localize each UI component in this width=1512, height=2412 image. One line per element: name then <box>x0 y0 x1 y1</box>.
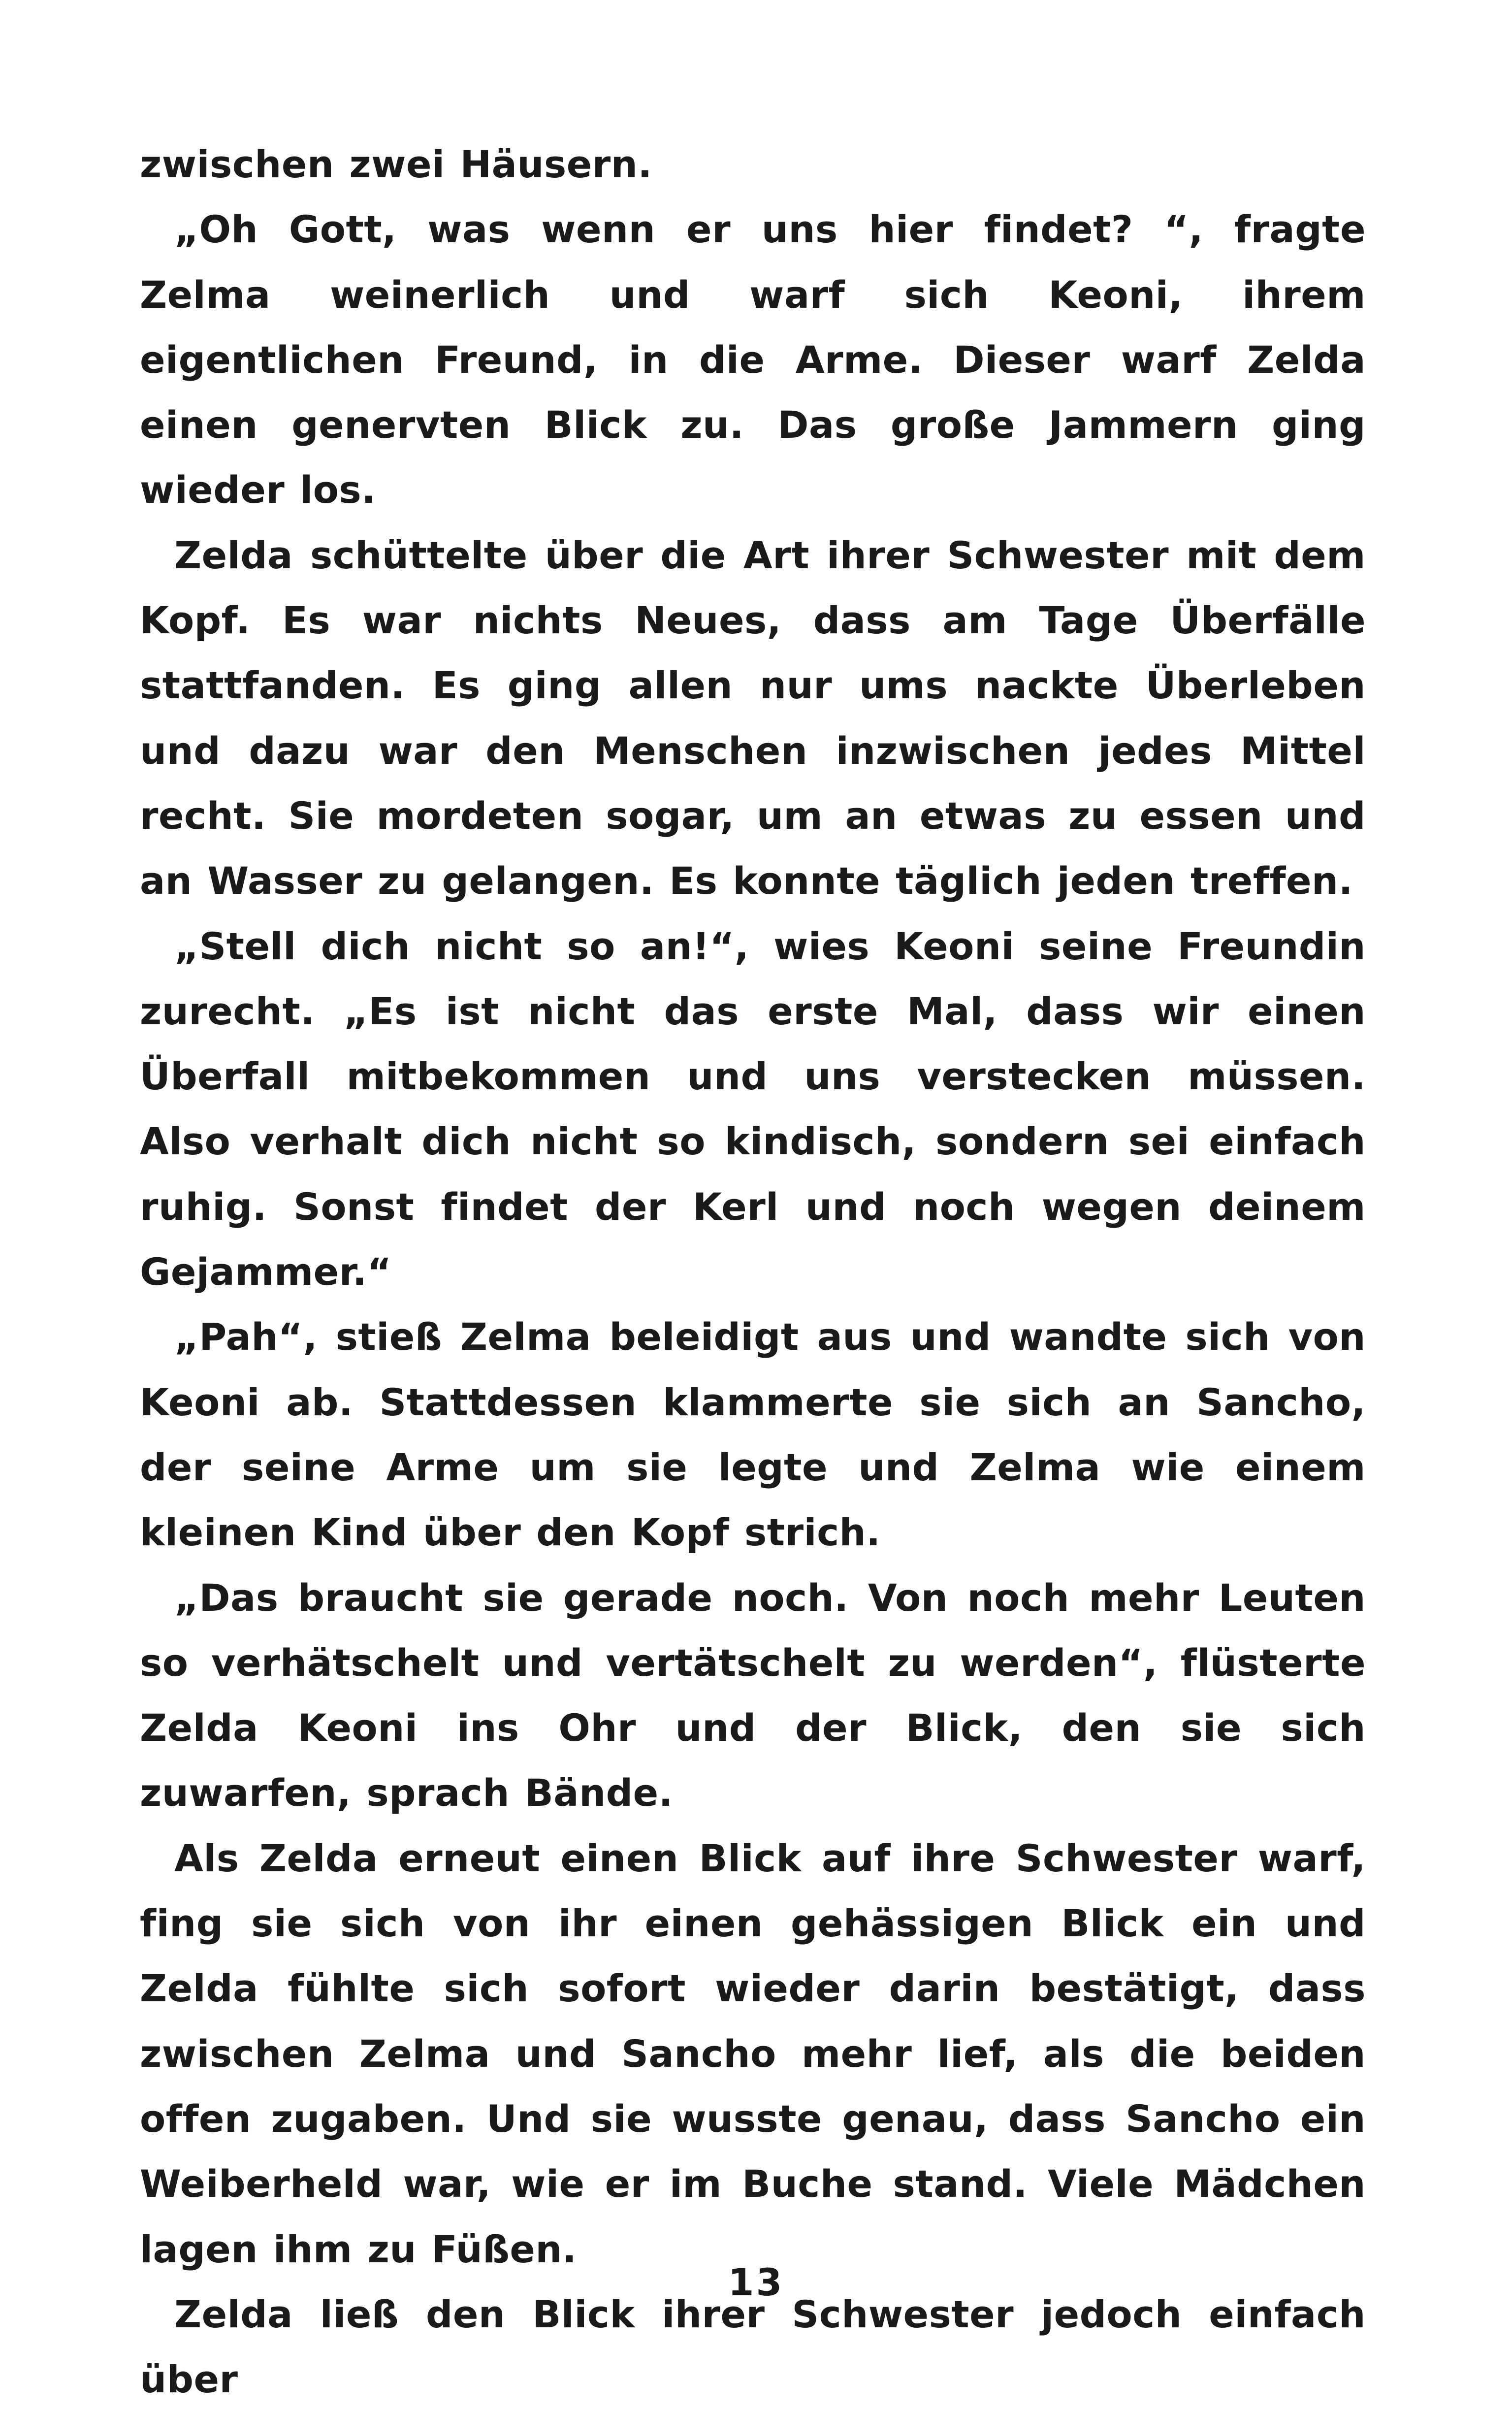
paragraph: Als Zelda erneut einen Blick auf ihre Schwester warf, fing sie sich von ihr einen gehässigen Blick ein und Zelda fühlte sich sofort wieder darin bestätigt, dass zwischen Zelma und Sancho mehr lief, als die beiden offen zugaben. Und sie wusste genau, dass Sancho ein Weiberheld war, wie er im Buche stand. Viele Mädchen lagen ihm zu Füßen. <box>140 1836 1366 2271</box>
paragraph: Zelda schüttelte über die Art ihrer Schwester mit dem Kopf. Es war nichts Neues, dass am Tage Überfälle stattfanden. Es ging allen nur ums nackte Überleben und dazu war den Menschen inzwischen jedes Mittel recht. Sie mordeten sogar, um an etwas zu essen und an Wasser zu gelangen. Es konnte täglich jeden treffen. <box>140 533 1366 903</box>
paragraph: „Oh Gott, was wenn er uns hier findet? “, fragte Zelma weinerlich und warf sich Keoni, ihrem eigentlichen Freund, in die Arme. Dieser warf Zelda einen genervten Blick zu. Das große Jammern ging wieder los. <box>140 207 1366 512</box>
paragraph: „Stell dich nicht so an!“, wies Keoni seine Freundin zurecht. „Es ist nicht das erste Mal, dass wir einen Überfall mitbekommen und uns verstecken müssen. Also verhalt dich nicht so kindisch, sondern sei einfach ruhig. Sonst findet der Kerl und noch wegen deinem Gejammer.“ <box>140 924 1366 1294</box>
paragraph: zwischen zwei Häusern. <box>140 142 652 186</box>
page-number: 13 <box>728 2260 784 2304</box>
paragraph: „Das braucht sie gerade noch. Von noch mehr Leuten so verhätschelt und vertätschelt zu werden“, flüsterte Zelda Keoni ins Ohr und der Blick, den sie sich zuwarfen, sprach Bände. <box>140 1575 1366 1815</box>
body-text <box>140 132 1366 2412</box>
paragraph: Zelda ließ den Blick ihrer Schwester jedoch einfach über <box>140 2292 1366 2402</box>
paragraph: „Pah“, stieß Zelma beleidigt aus und wandte sich von Keoni ab. Stattdessen klammerte sie sich an Sancho, der seine Arme um sie legte und Zelma wie einem kleinen Kind über den Kopf strich. <box>140 1315 1366 1555</box>
